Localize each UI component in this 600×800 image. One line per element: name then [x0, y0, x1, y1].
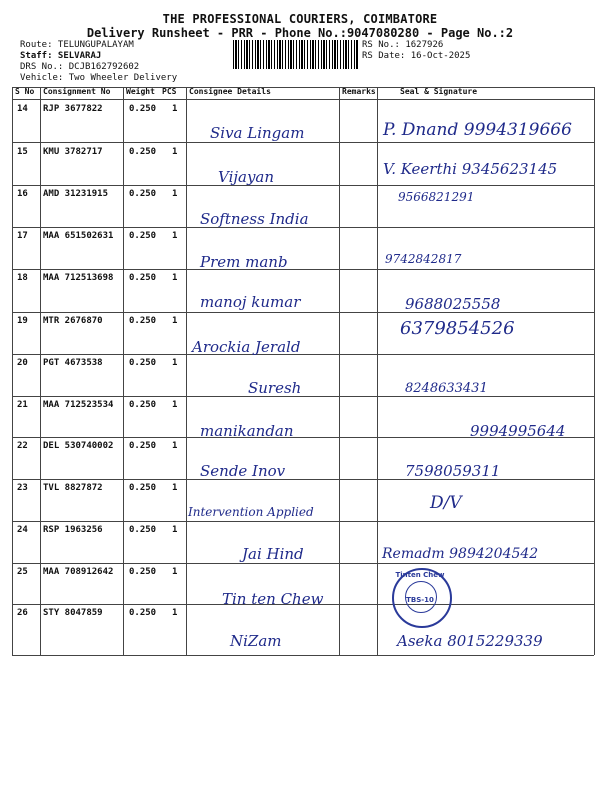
col-header-sno: S No	[15, 87, 35, 96]
row-sno: 16	[17, 189, 28, 199]
row-consignee: Prem manb	[200, 253, 288, 271]
col-header-pcs: PCS	[162, 87, 177, 96]
row-signature: Remadm 9894204542	[382, 546, 539, 562]
stamp-name-text: Tinten Chew	[395, 571, 445, 579]
row-signature: 9566821291	[398, 190, 475, 204]
row-pcs: 1	[172, 483, 178, 493]
row-sno: 18	[17, 273, 28, 283]
row-weight: 0.250	[129, 104, 157, 114]
staff-label: Staff: SELVARAJ	[20, 51, 102, 61]
row-pcs: 1	[172, 104, 178, 114]
row-signature: 9742842817	[385, 252, 462, 266]
col-header-remarks: Remarks	[342, 87, 376, 96]
row-sno: 24	[17, 525, 28, 535]
row-weight: 0.250	[129, 273, 157, 283]
row-consignee: Siva Lingam	[210, 124, 305, 142]
row-consignment: KMU 3782717	[43, 147, 103, 157]
row-pcs: 1	[172, 567, 178, 577]
col-header-seal: Seal & Signature	[400, 87, 478, 96]
row-pcs: 1	[172, 189, 178, 199]
row-pcs: 1	[172, 608, 178, 618]
col-header-consignee: Consignee Details	[189, 87, 271, 96]
row-pcs: 1	[172, 358, 178, 368]
row-pcs: 1	[172, 525, 178, 535]
rs-date: RS Date: 16-Oct-2025	[362, 51, 471, 61]
rs-number: RS No.: 1627926	[362, 40, 444, 50]
row-consignment: MAA 708912642	[43, 567, 114, 577]
row-sno: 21	[17, 400, 28, 410]
row-signature: D/V	[430, 493, 462, 513]
row-pcs: 1	[172, 231, 178, 241]
row-signature: 8248633431	[405, 381, 488, 396]
row-sno: 25	[17, 567, 28, 577]
row-weight: 0.250	[129, 567, 157, 577]
row-pcs: 1	[172, 273, 178, 283]
row-consignment: RJP 3677822	[43, 104, 103, 114]
row-consignment: MAA 712523534	[43, 400, 114, 410]
row-consignee: Suresh	[248, 379, 302, 397]
row-consignment: RSP 1963256	[43, 525, 103, 535]
col-header-weight: Weight	[126, 87, 155, 96]
row-weight: 0.250	[129, 525, 157, 535]
vehicle-label: Vehicle: Two Wheeler Delivery	[20, 73, 178, 83]
row-consignment: AMD 31231915	[43, 189, 109, 199]
runsheet-subtitle: Delivery Runsheet - PRR - Phone No.:9047080280 - Page No.:2	[86, 26, 514, 40]
row-signature: P. Dnand 9994319666	[383, 120, 572, 140]
row-consignment: TVL 8827872	[43, 483, 103, 493]
row-weight: 0.250	[129, 316, 157, 326]
row-consignment: PGT 4673538	[43, 358, 103, 368]
drs-label: DRS No.: DCJB162792602	[20, 62, 140, 72]
company-title: THE PROFESSIONAL COURIERS, COIMBATORE	[162, 12, 438, 26]
row-weight: 0.250	[129, 483, 157, 493]
row-consignment: DEL 530740002	[43, 441, 114, 451]
col-header-consignment: Consignment No	[43, 87, 111, 96]
row-pcs: 1	[172, 400, 178, 410]
row-sno: 23	[17, 483, 28, 493]
stamp-code-text: TBS-10	[406, 596, 434, 604]
row-weight: 0.250	[129, 400, 157, 410]
row-weight: 0.250	[129, 358, 157, 368]
row-signature: 9994995644	[470, 422, 566, 440]
row-signature: 6379854526	[400, 318, 515, 339]
row-consignee: manoj kumar	[200, 293, 301, 311]
row-weight: 0.250	[129, 608, 157, 618]
row-consignment: MAA 712513698	[43, 273, 114, 283]
row-consignee: Intervention Applied	[188, 505, 314, 519]
row-sno: 19	[17, 316, 28, 326]
row-sno: 22	[17, 441, 28, 451]
row-consignee: Arockia Jerald	[192, 338, 301, 356]
row-sno: 26	[17, 608, 28, 618]
row-pcs: 1	[172, 147, 178, 157]
row-sno: 17	[17, 231, 28, 241]
row-weight: 0.250	[129, 189, 157, 199]
route-label: Route: TELUNGUPALAYAM	[20, 40, 134, 50]
row-pcs: 1	[172, 441, 178, 451]
row-consignment: MTR 2676870	[43, 316, 103, 326]
row-signature: 7598059311	[405, 462, 501, 480]
row-consignee: NiZam	[230, 632, 282, 650]
row-weight: 0.250	[129, 231, 157, 241]
row-signature: V. Keerthi 9345623145	[383, 160, 558, 178]
row-consignee: Tin ten Chew	[222, 590, 324, 608]
row-weight: 0.250	[129, 441, 157, 451]
row-signature: 9688025558	[405, 295, 501, 313]
row-consignee: Sende Inov	[200, 462, 286, 480]
row-sno: 14	[17, 104, 28, 114]
row-consignee: Jai Hind	[242, 545, 304, 563]
row-pcs: 1	[172, 316, 178, 326]
row-consignment: STY 8047859	[43, 608, 103, 618]
row-consignment: MAA 651502631	[43, 231, 114, 241]
row-weight: 0.250	[129, 147, 157, 157]
row-consignee: Vijayan	[218, 168, 275, 186]
row-signature: Aseka 8015229339	[397, 632, 543, 650]
row-sno: 15	[17, 147, 28, 157]
row-consignee: manikandan	[200, 422, 294, 440]
row-consignee: Softness India	[200, 210, 309, 228]
barcode-image	[233, 40, 358, 69]
row-sno: 20	[17, 358, 28, 368]
